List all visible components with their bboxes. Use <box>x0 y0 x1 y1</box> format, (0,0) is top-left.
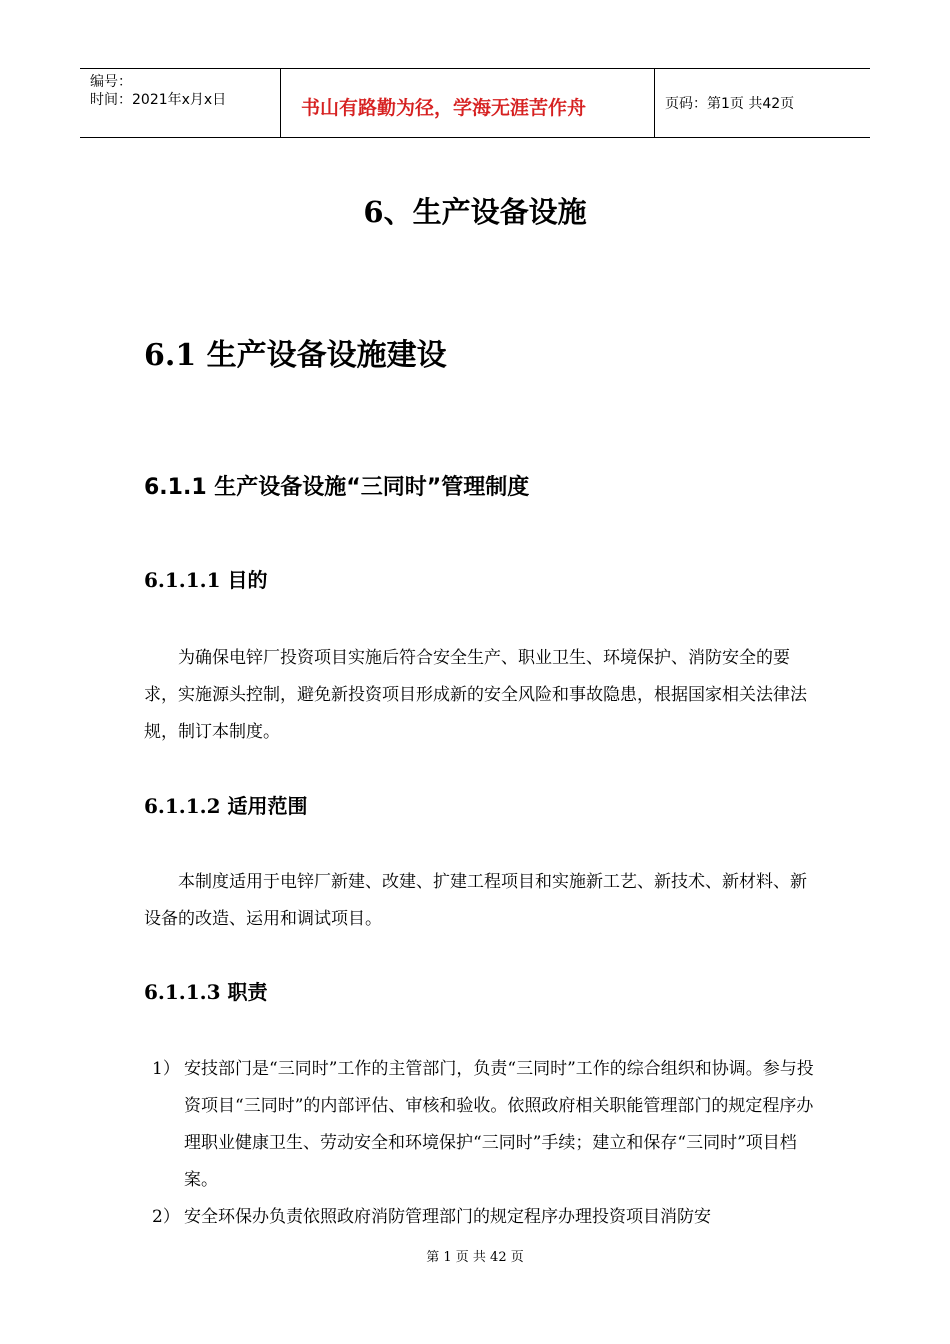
list-item-text: 安技部门是“三同时”工作的主管部门，负责“三同时”工作的综合组织和协调。参与投资项目“三同时”的内部评估、审核和验收。依照政府相关职能管理部门的规定程序办理职业健康卫生、劳动安全和环境保护“三同时”手续；建立和保存“三同时”项目档案。 <box>184 1059 814 1190</box>
list-item-number: 1） <box>152 1059 180 1079</box>
page-footer: 第 1 页 共 42 页 <box>426 1250 524 1265</box>
document-number-label: 编号： <box>90 74 132 90</box>
list-item <box>144 1051 819 1199</box>
header-info-cell <box>80 69 281 137</box>
list-item-number: 2） <box>152 1207 180 1227</box>
header-motto-cell <box>281 69 655 137</box>
list-item-text: 安全环保办负责依照政府消防管理部门的规定程序办理投资项目消防安 <box>184 1207 711 1227</box>
scope-paragraph: 本制度适用于电锌厂新建、改建、扩建工程项目和实施新工艺、新技术、新材料、新设备的改造、运用和调试项目。 <box>144 872 807 929</box>
subsection-title: 6.1.1 生产设备设施“三同时”管理制度 <box>144 475 530 500</box>
scope-heading: 6.1.1.2 适用范围 <box>144 794 308 818</box>
list-item <box>144 1199 819 1236</box>
purpose-paragraph: 为确保电锌厂投资项目实施后符合安全生产、职业卫生、环境保护、消防安全的要求，实施源头控制，避免新投资项目形成新的安全风险和事故隐患，根据国家相关法律法规，制订本制度。 <box>144 648 807 742</box>
purpose-heading: 6.1.1.1 目的 <box>144 568 268 592</box>
responsibility-list <box>144 1051 819 1236</box>
header-motto: 书山有路勤为径，学海无涯苦作舟 <box>301 97 587 119</box>
document-time-label: 时间：2021年x月x日 <box>90 92 227 108</box>
section-title: 6.1 生产设备设施建设 <box>144 338 447 373</box>
responsibility-heading: 6.1.1.3 职责 <box>144 980 268 1004</box>
header-page-cell <box>655 69 870 137</box>
page-header <box>80 68 870 138</box>
chapter-title: 6、生产设备设施 <box>363 195 587 229</box>
header-page-number: 页码：第1页 共42页 <box>665 96 795 112</box>
